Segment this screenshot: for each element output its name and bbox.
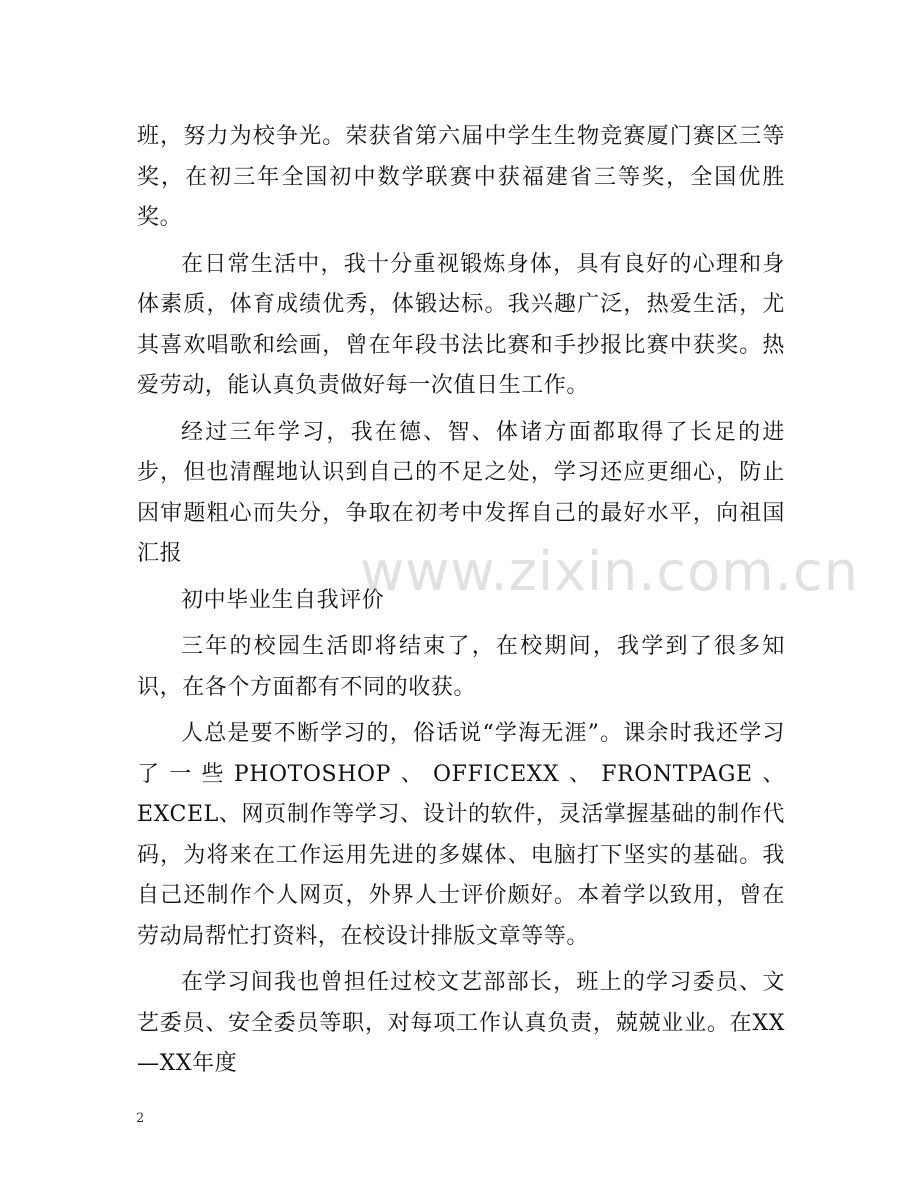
paragraph-summary: 经过三年学习，我在德、智、体诸方面都取得了长足的进步，但也清醒地认识到自己的不足之处，学习还应更细心，防止因审题粗心而失分，争取在初考中发挥自己的最好水平，向祖国汇报 [137, 419, 785, 566]
section-title: 初中毕业生自我评价 [181, 587, 385, 613]
page-number: 2 [136, 1111, 145, 1126]
document-body [137, 117, 785, 1091]
paragraph-daily-life: 在日常生活中，我十分重视锻炼身体，具有良好的心理和身体素质，体育成绩优秀，体锻达标。我兴趣广泛，热爱生活，尤其喜欢唱歌和绘画，曾在年段书法比赛和手抄报比赛中获奖。热爱劳动，能认真负责做好每一次值日生工作。 [137, 251, 785, 398]
paragraph-learning: 人总是要不断学习的，俗话说“学海无涯”。课余时我还学习了一些PHOTOSHOP、OFFICEXX、FRONTPAGE、EXCEL、网页制作等学习、设计的软件，灵活掌握基础的制作代码，为将来在工作运用先进的多媒体、电脑打下坚实的基础。我自己还制作个人网页，外界人士评价颇好。本着学以致用，曾在劳动局帮忙打资料，在校设计排版文章等等。 [137, 721, 785, 949]
watermark: www.zixin.com.cn [360, 540, 859, 603]
paragraph-continued: 班，努力为校争光。荣获省第六届中学生生物竞赛厦门赛区三等奖，在初三年全国初中数学联赛中获福建省三等奖，全国优胜奖。 [137, 124, 785, 230]
paragraph-positions: 在学习间我也曾担任过校文艺部部长，班上的学习委员、文艺委员、安全委员等职，对每项工作认真负责，兢兢业业。在XX—XX年度 [137, 970, 785, 1076]
paragraph-campus-life: 三年的校园生活即将结束了，在校期间，我学到了很多知识，在各个方面都有不同的收获。 [137, 634, 785, 700]
